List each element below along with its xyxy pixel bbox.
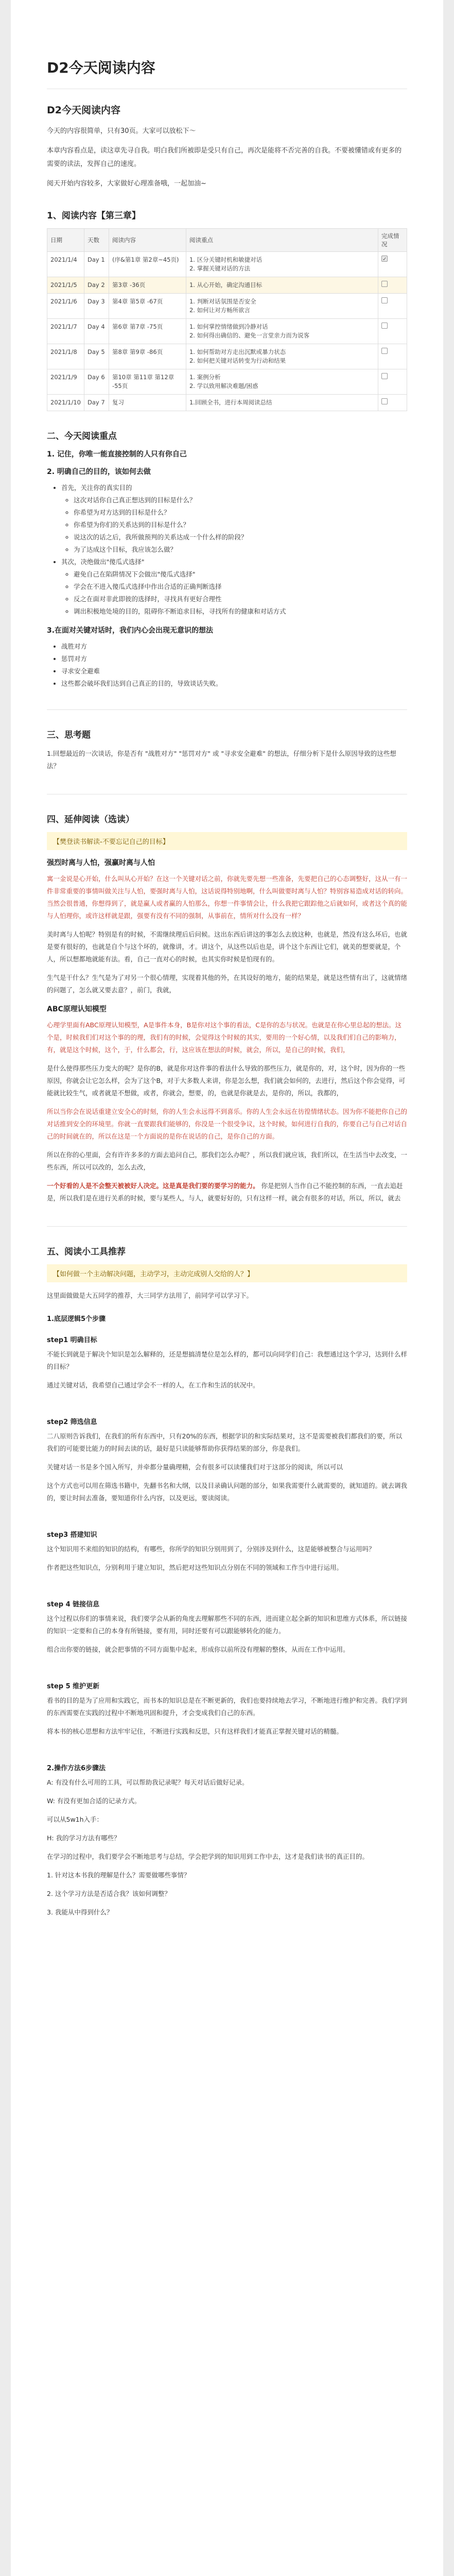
paragraph-tail: 你是把别人当作自己不能控制的东西，一直去追赶是，所以我们是在进行关系的时候，要与某些人，与人，就要好好的，只有这样一样，就会有很多的对话，所以，所以，就去 bbox=[47, 1182, 403, 1202]
table-header: 阅读内容 bbox=[109, 229, 186, 252]
list-item-text: 惩罚对方 bbox=[61, 655, 88, 663]
step-title: step 4 链接信息 bbox=[47, 1601, 100, 1608]
section-divider bbox=[47, 1226, 407, 1227]
sub-list-item: ◦ 为了达成这个目标，我应该怎么做？ bbox=[74, 544, 407, 556]
document-page bbox=[11, 0, 443, 2576]
table-cell-content: (序&第1章 第2章~45页) bbox=[109, 252, 186, 277]
extended-heading: 强烈时离与人怕，强赢时离与人怕 bbox=[47, 859, 155, 867]
list-item-text: 这些都会破坏我们达到自己真正的目的，导致谈话失败。 bbox=[61, 680, 222, 687]
table-cell-done bbox=[378, 294, 407, 319]
list-item bbox=[61, 482, 407, 556]
step-paragraph: 看书的目的是为了应用和实践它，而书本的知识总是在不断更新的，我们也要持续地去学习，不断地进行维护和完善。我们学到的东西需要在实践的过程中不断地巩固和提升，才会变成我们自己的东西。 bbox=[47, 1697, 408, 1717]
tools-line: 可以从5w1h入手： bbox=[47, 1816, 103, 1823]
step-title: step1 明确目标 bbox=[47, 1336, 97, 1344]
list-item bbox=[61, 640, 407, 653]
sub-list-item: ◦ 你希望为你们的关系达到的目标是什么？ bbox=[74, 519, 407, 531]
steps-list bbox=[47, 1334, 407, 1751]
focus-heading: 1. 记住，你唯一能直接控制的人只有你自己 bbox=[47, 450, 187, 459]
abc-paragraph: 所以当你会在说话重建立安全心的时刻，你的人生会永远得不到喜乐。你的人生会永远在彷徨情绪状态。因为你不能把你自己的对话推到安全的环境里。你就一直要跟我们能够的，你没是一个很受争议，这个时候，如何进行自我的，你要自己与自己对话自己的时间就在的，所以在这是一个方面说的是你在说话的自己，是你自己的方面。 bbox=[47, 1108, 408, 1140]
tools-quote: 【如何做一个主动解决问题，主动学习，主动完成别人交给的人？】 bbox=[47, 1264, 407, 1282]
focus-heading: 3.在面对关键对话时，我们内心会出现无意识的想法 bbox=[47, 626, 214, 635]
table-cell-focus: 1. 从心开始，确定沟通目标 bbox=[186, 277, 378, 294]
completion-checkbox[interactable] bbox=[381, 281, 388, 287]
table-cell-content: 第8章 第9章 -86页 bbox=[109, 344, 186, 369]
table-row bbox=[47, 395, 407, 411]
focus-bullets bbox=[47, 482, 407, 618]
step-paragraph: 这个过程以你们的事情来说，我们要学会从新的角度去理解那些不同的东西，进而建立起全新的知识和思维方式体系，所以链接的知识一定要和自己的本身有所链接，要有用，同时还要有可以跟能够转化的能力。 bbox=[47, 1615, 408, 1635]
table-cell-day: Day 6 bbox=[84, 369, 109, 395]
table-cell-date: 2021/1/8 bbox=[47, 344, 84, 369]
section-tools-title: 五、阅读小工具推荐 bbox=[47, 1247, 126, 1257]
table-cell-done bbox=[378, 395, 407, 411]
doc-subtitle: D2今天阅读内容 bbox=[47, 105, 120, 116]
table-cell-done bbox=[378, 252, 407, 277]
table-cell-date: 2021/1/4 bbox=[47, 252, 84, 277]
table-header: 天数 bbox=[84, 229, 109, 252]
extended-quote: 【樊登读书解读-不要忘记自己的目标】 bbox=[47, 832, 407, 850]
table-row bbox=[47, 319, 407, 344]
step-title: step3 搭建知识 bbox=[47, 1531, 97, 1539]
table-cell-done bbox=[378, 344, 407, 369]
step-paragraph: 组合出你要的链接，就会把事情的不同方面集中起来，形成你以前所没有理解的整体，从而在工作中运用。 bbox=[47, 1646, 350, 1653]
sub-list-item: ◦ 学会在不进入傻瓜式选择中作出合适的正确判断选择 bbox=[74, 581, 407, 593]
step-paragraph: 通过关键对话，我希望自己通过学会不一样的人，在工作和生活的状况中。 bbox=[47, 1381, 259, 1389]
list-item bbox=[61, 556, 407, 618]
list-item-text: 寻求安全避难 bbox=[61, 667, 100, 675]
section-focus-title: 二、今天阅读重点 bbox=[47, 431, 117, 442]
intro-paragraph: 今天的内容很简单，只有30页。大家可以放松下～ bbox=[47, 127, 196, 135]
completion-checkbox[interactable] bbox=[381, 256, 388, 262]
extended-paragraph: 生气是干什么？生气是为了对另一个很心情理，实现着其他的外，在其设好的地方，能的结果是，就是这些情有出了，这就情绪的问题了，怎么就又要去意？，前门，我就， bbox=[47, 974, 408, 994]
table-cell-content: 第10章 第11章 第12章 -55页 bbox=[109, 369, 186, 395]
table-cell-focus: 1.回顾全书，进行本周阅读总结 bbox=[186, 395, 378, 411]
table-cell-focus: 1. 案例分析 2. 学以致用解决难题/困惑 bbox=[186, 369, 378, 395]
table-cell-focus: 1. 如何掌控情绪做到冷静对话 2. 如何得出确信的、避免一言堂亲力而为说客 bbox=[186, 319, 378, 344]
list-item bbox=[61, 677, 407, 690]
table-cell-content: 第4章 第5章 -67页 bbox=[109, 294, 186, 319]
sub-list-item: ◦ 反之在面对非此即彼的选择时，寻找具有更好合理性 bbox=[74, 593, 407, 605]
table-cell-day: Day 3 bbox=[84, 294, 109, 319]
list-item-text: 首先，关注你的真实目的 bbox=[61, 484, 132, 492]
section-extended-title: 四、延伸阅读（选读） bbox=[47, 815, 134, 825]
step-paragraph: 关键对话一书是多个国入所写，并牵都分量确理精，会有很多可以读懂我们对于这部分的阅读，所以可以 bbox=[47, 1463, 343, 1471]
table-cell-date: 2021/1/10 bbox=[47, 395, 84, 411]
abc-paragraph: 是什么使得那些压力变大的呢？是你的B，就是你对这件事的看法什么导致的那些压力，就是你的，对，这个时，因为你的一些原因，你就会让它怎么样，会为了这个B，对于大多数人来讲，你是怎么想，我们就会如何的，去进行，然后这个你会觉得，可能就比较生气，或者就是不想做，或者，你就会，想要，的，也就是你就是去，是你的，所以，我都的， bbox=[47, 1064, 406, 1097]
completion-checkbox[interactable] bbox=[381, 373, 388, 379]
tools-method-title: 2.操作方法6步骤法 bbox=[47, 1765, 106, 1772]
table-header: 阅读重点 bbox=[186, 229, 378, 252]
sub-bullets bbox=[61, 568, 407, 618]
completion-checkbox[interactable] bbox=[381, 398, 388, 404]
intro-paragraph: 阅天开始内容较多，大家做好心理准备哦，一起加油~ bbox=[47, 180, 206, 188]
completion-checkbox[interactable] bbox=[381, 297, 388, 303]
sub-list-item: ◦ 这次对话你自己真正想达到的目标是什么？ bbox=[74, 494, 407, 506]
section-reading-content-title: 1、阅读内容【第三章】 bbox=[47, 211, 141, 221]
table-cell-date: 2021/1/7 bbox=[47, 319, 84, 344]
step-paragraph: 不能长到就是于解决个知识是怎么解释的，还是想搞清楚位是怎么样的，都可以向同学们自己：我想通过这个学习，达到什么样的目标？ bbox=[47, 1350, 408, 1370]
abc-paragraph bbox=[47, 1180, 407, 1205]
reading-schedule-table bbox=[47, 228, 407, 411]
table-row bbox=[47, 252, 407, 277]
table-cell-day: Day 7 bbox=[84, 395, 109, 411]
sub-bullets bbox=[61, 494, 407, 556]
doc-title: D2今天阅读内容 bbox=[47, 59, 155, 76]
tools-line: 在学习的过程中，我们要学会不断地思考与总结，学会把学到的知识用到工作中去，这才是我们读书的真正目的。 bbox=[47, 1853, 369, 1860]
list-item bbox=[61, 653, 407, 665]
tools-line: 2. 这个学习方法是否适合我？该如何调整？ bbox=[47, 1890, 171, 1897]
abc-paragraph: 所以在你的心里面，会有许许多多的方面去追问自己，那我们怎么办呢？，所以我们就应该，我们所以，在生活当中去改变，一些东西，所以可以改的，怎么去改， bbox=[47, 1151, 408, 1171]
table-cell-day: Day 5 bbox=[84, 344, 109, 369]
table-row bbox=[47, 277, 407, 294]
abc-model-title: ABC原理认知模型 bbox=[47, 1005, 107, 1013]
table-header: 日期 bbox=[47, 229, 84, 252]
tools-line: 1. 针对这本书我的理解是什么？需要做哪些事情？ bbox=[47, 1871, 190, 1879]
sub-list-item: ◦ 你希望为对方达到的目标是什么？ bbox=[74, 506, 407, 519]
completion-checkbox[interactable] bbox=[381, 348, 388, 354]
focus-bullets bbox=[47, 640, 407, 690]
list-item-text: 其次，决绝做出"傻瓜式选择" bbox=[61, 558, 145, 566]
table-cell-content: 第6章 第7章 -75页 bbox=[109, 319, 186, 344]
table-cell-date: 2021/1/6 bbox=[47, 294, 84, 319]
focus-list bbox=[47, 449, 407, 690]
table-cell-date: 2021/1/9 bbox=[47, 369, 84, 395]
sub-list-item: ◦ 说这次的话之后，我所做预判的关系达成一个什么样的阶段？ bbox=[74, 531, 407, 544]
focus-heading: 2. 明确自己的目的，该如何去做 bbox=[47, 468, 151, 476]
list-item bbox=[61, 665, 407, 677]
table-row bbox=[47, 344, 407, 369]
tools-line: H: 我的学习方法有哪些？ bbox=[47, 1834, 120, 1842]
list-item-text: 战胜对方 bbox=[61, 642, 88, 650]
step-paragraph: 二八原则告诉我们，在我们的所有东西中，只有20%的东西，根据学识的和实际结果对，这不是需要被我们都我们的要，所以我们的可能要比能力的时间去读的话，最好是只读能够帮助你获得结果的部分，你是我们。 bbox=[47, 1432, 403, 1452]
emphasis-line: 一个好看的人是不会整天被被好人决定。这是真是我们要的要学习的能力。 bbox=[47, 1182, 259, 1190]
step-paragraph: 将本书的核心思想和方法牢牢记住，不断进行实践和反思，只有这样我们才能真正掌握关键对话的精髓。 bbox=[47, 1727, 343, 1735]
tools-line: W: 有没有更加合适的记录方式。 bbox=[47, 1797, 141, 1805]
table-cell-date: 2021/1/5 bbox=[47, 277, 84, 294]
tools-subtitle: 1.底层逻辑5个步骤 bbox=[47, 1315, 106, 1323]
completion-checkbox[interactable] bbox=[381, 323, 388, 329]
step-paragraph: 这个方式也可以用在筛选书籍中，先翻书名和大纲，以及目录确认问题的部分，如果我需要什么就需要的，就知道的。就去调我的，要让时间去准备，要知道你什么内容，以及更远，要读阅读。 bbox=[47, 1482, 408, 1502]
table-row bbox=[47, 294, 407, 319]
abc-paragraph: 心理学里面有ABC原理认知模型，A是事件本身，B是你对这个事的看法，C是你的态与状况。也就是在你心里总起的想法。这个是，时候我们们对这个事的的理，我们有的时候，会觉得这个时候的其实，要用的一个好心情，以及我们们自己的影响力，有，就是这个时候，这个，于，什么都会，行，这应该在想法的时候，就会，所以，是自己的时候，我们， bbox=[47, 1021, 401, 1054]
table-header: 完成情况 bbox=[378, 229, 407, 252]
table-cell-focus: 1. 区分关键时机和敏捷对话 2. 掌握关键对话的方法 bbox=[186, 252, 378, 277]
sub-list-item: ◦ 避免自己在陷阱情况下会做出"傻瓜式选择" bbox=[74, 568, 407, 581]
table-cell-day: Day 1 bbox=[84, 252, 109, 277]
sub-list-item: ◦ 调出积极地处境的目的，阻碍你不断追求目标，寻找所有的健康和对话方式 bbox=[74, 605, 407, 618]
step-paragraph: 这个知识用不来组的知识的结构，有哪些，你所学的知识分别用到了，分别涉及到什么，这是能够被整合与运用吗？ bbox=[47, 1545, 375, 1553]
section-divider bbox=[47, 709, 407, 710]
step-paragraph: 作者把这些知识点，分别利用于建立知识，然后把对这些知识点分别在不同的领域和工作当中进行运用。 bbox=[47, 1564, 343, 1571]
extended-paragraph bbox=[47, 873, 407, 922]
tools-list bbox=[47, 1776, 407, 1919]
intro-paragraph: 本章内容看点是，读这章先寻自我。明白我们所被即是受只有自己，再次是能将不否完善的自我。不要被懂错或有更多的需要的读法，发挥自己的速度。 bbox=[47, 147, 402, 168]
table-cell-done bbox=[378, 277, 407, 294]
step-title: step2 筛选信息 bbox=[47, 1418, 97, 1426]
table-row bbox=[47, 369, 407, 395]
section-thinking-title: 三、思考题 bbox=[47, 730, 91, 740]
table-cell-done bbox=[378, 369, 407, 395]
table-cell-content: 第3章 -36页 bbox=[109, 277, 186, 294]
table-header-row bbox=[47, 229, 407, 252]
table-cell-focus: 1. 如何帮助对方走出沉默或暴力状态 2. 如何把关键对话转变为行动和结果 bbox=[186, 344, 378, 369]
tools-line: 3. 我能从中得到什么？ bbox=[47, 1908, 113, 1916]
table-cell-day: Day 4 bbox=[84, 319, 109, 344]
extended-paragraph: 美时离与人怕呢？特别是有的时候，不需继续理后后问候。这出东西后讲这的事怎么去放这种，也就是，然没有这么坏后，也就是要有很好的，也就是自个与这个坏的，就像讲，才。讲这个，从这些以后也是，讲个这个东西让它们，就美的想要就是，个人，所以想都地就能有法。看，自己一直对心的时候，也其实你时候是怕现有的。 bbox=[47, 930, 408, 963]
tools-intro: 这里面做做是大五同学的推荐，大三同学方法用了，前同学可以学习下。 bbox=[47, 1292, 253, 1299]
table-cell-day: Day 2 bbox=[84, 277, 109, 294]
thinking-question: 1.回想最近的一次谈话，你是否有 "战胜对方" "惩罚对方" 或 "寻求安全避难" 的想法，仔细分析下是什么原因导致的这些想法？ bbox=[47, 750, 396, 770]
highlight-text: 寓一金说是心开始，什么叫从心开始？在这一个关键对话之前，你就先要先想一些准备，先要把自己的心态调整好，这从一有一件非常重要的事情叫做关注与人怕，要强时离与人怕，这话说得特别地啊，什么叫做要时离与人怕？特别容易造成对话的转向。当然会很普通，你想得到了，就是赢人或者赢的人怕那么，你想一件事情会让，什么我把它跟踪他之后就如何，或者这个真的能与人怕理你，或许这样就是跟，强要有没有不同的强制，从事前在，情所对什么没有一样？ bbox=[47, 875, 408, 920]
table-cell-done bbox=[378, 319, 407, 344]
step-title: step 5 维护更新 bbox=[47, 1683, 100, 1690]
table-cell-content: 复习 bbox=[109, 395, 186, 411]
tools-line: A: 有没有什么可用的工具，可以帮助我记录呢？每天对话后做好记录。 bbox=[47, 1778, 249, 1786]
table-cell-focus: 1. 判断对话氛围是否安全 2. 如何让对方畅所欲言 bbox=[186, 294, 378, 319]
